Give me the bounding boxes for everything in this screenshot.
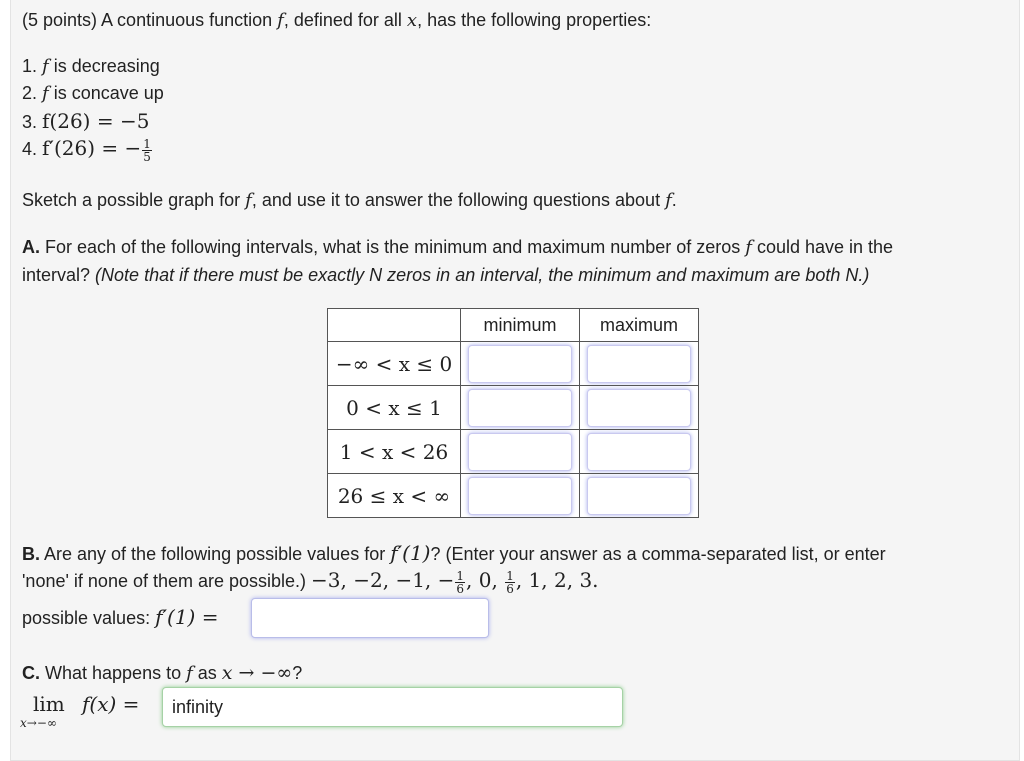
zeros-table — [327, 308, 699, 518]
part-c-question: C. What happens to f as x → −∞? — [22, 662, 303, 684]
fraction-one-fifth: $\frac{1}{5}$ — [143, 136, 151, 164]
max-zeros-input[interactable] — [587, 433, 691, 471]
fraction-one-sixth: $\frac{1}{6}$ — [456, 568, 465, 596]
limit-expression: f(x) = — [82, 692, 140, 716]
table-row — [328, 474, 699, 518]
max-zeros-input[interactable] — [587, 477, 691, 515]
fraction-one-sixth: $\frac{1}{6}$ — [506, 568, 514, 596]
min-zeros-input[interactable] — [468, 345, 572, 383]
max-zeros-input[interactable] — [587, 345, 691, 383]
possible-values-input[interactable] — [251, 598, 489, 638]
header-minimum: minimum — [461, 309, 580, 342]
part-a-question: A. For each of the following intervals, what is the minimum and maximum number of zeros f could have in the — [22, 237, 894, 258]
min-zeros-input[interactable] — [468, 389, 572, 427]
possible-values-label: possible values: f′(1) = — [22, 605, 219, 629]
property-3: 3. f(26) = −5 — [22, 109, 150, 133]
min-zeros-input[interactable] — [468, 433, 572, 471]
interval-label: 26 ≤ x < ∞ — [328, 474, 461, 518]
table-corner — [328, 309, 461, 342]
limit-answer-input[interactable]: infinity — [162, 687, 623, 727]
property-2: 2. f is concave up — [22, 83, 164, 104]
header-maximum: maximum — [580, 309, 699, 342]
interval-label: 1 < x < 26 — [328, 430, 461, 474]
interval-label: 0 < x ≤ 1 — [328, 386, 461, 430]
problem-intro: (5 points) A continuous function f, defined for all x, has the following properties: — [22, 10, 652, 31]
property-4: 4. f′(26) = − $\frac{1}{5}$ — [22, 136, 151, 164]
part-b-question: B. Are any of the following possible values for f′(1)? (Enter your answer as a comma-separated list, or enter — [22, 541, 886, 565]
part-a-note: interval? (Note that if there must be exactly N zeros in an interval, the minimum and maximum are both N.) — [22, 265, 870, 285]
property-1: 1. f is decreasing — [22, 56, 160, 77]
limit-symbol: lim — [33, 692, 65, 716]
interval-label: −∞ < x ≤ 0 — [328, 342, 461, 386]
max-zeros-input[interactable] — [587, 389, 691, 427]
part-b-values: 'none' if none of them are possible.) −3, −2, −1, − $\frac{1}{6}$ , 0, $\frac{1}{6}$ , 1, 2, 3. — [22, 568, 599, 596]
table-row — [328, 342, 699, 386]
table-row — [328, 430, 699, 474]
sketch-instruction: Sketch a possible graph for f, and use it to answer the following questions about f. — [22, 190, 677, 211]
table-row — [328, 386, 699, 430]
min-zeros-input[interactable] — [468, 477, 572, 515]
limit-subscript: x→−∞ — [20, 716, 57, 730]
